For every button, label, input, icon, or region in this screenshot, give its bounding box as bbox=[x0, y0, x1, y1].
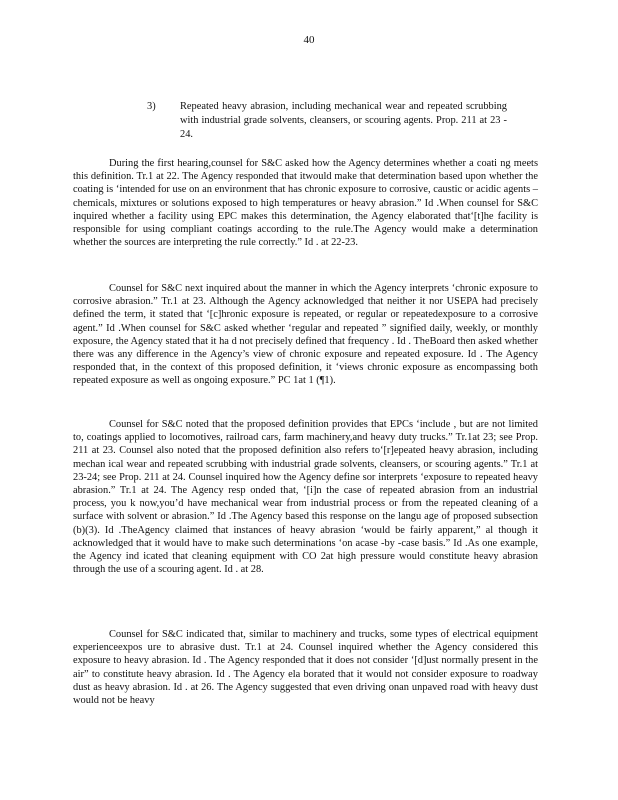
paragraph: During the first hearing,counsel for S&C asked how the Agency determines whether a coati ng meets this definition. Tr.1 at 22. The Agency responded that itwould make that determination based upon whether the coating is ‘intended for use on an environment that has chronic exposure to corrosive, caustic or acidic agents – chemicals, mixtures or solutions exposed to high temperatures or heavy abrasion.” Id .When counsel for S&C inquired whether a facility using EPC makes this determination, the Agency elaborated that‘[t]he facility is responsible for using compliant coatings according to the rule.The Agency would make a determination whether the sources are interpreting the rule correctly.” Id . at 22-23. bbox=[73, 158, 538, 249]
paragraph: Counsel for S&C indicated that, similar to machinery and trucks, some types of electrical equipment experienceexpos ure to abrasive dust. Tr.1 at 24. Counsel inquired whether the Agency considered this exposure to heavy abrasion. Id . The Agency responded that it does not consider ‘[d]ust normally present in the air” to constitute heavy abrasion. Id . The Agency ela borated that it would not consider exposure to roadway dust as heavy abrasion. Id . at 26. The Agency suggested that even driving onan unpaved road with heavy dust would not be heavy bbox=[73, 629, 538, 707]
paragraph-block-2 bbox=[73, 282, 538, 388]
paragraph: Counsel for S&C noted that the proposed definition provides that EPCs ‘include , but are not limited to, coatings applied to locomotives, railroad cars, farm machinery,and heavy duty trucks.” Tr.1at 23; see Prop. 211 at 23. Counsel also noted that the proposed definition also refers to‘[r]epeated heavy abrasion, including mechan ical wear and repeated scrubbing with industrial grade solvents, cleansers, or scouring agents.” Tr.1 at 23-24; see Prop. 211 at 24. Counsel inquired how the Agency define sor interprets ‘exposure to repeated heavy abrasion.” Tr.1 at 24. The Agency resp onded that, ‘[i]n the case of repeated abrasion from an industrial process, you k now,you’d have mechanical wear from industrial process or from the repeated cleaning of a surface with solvent or abrasion.” Id .The Agency based this response on the langu age of proposed subsection (b)(3). Id .TheAgency claimed that instances of heavy abrasion ‘would be fairly apparent,” al though it acknowledged that it would have to make such determinations ‘on acase -by -case basis.” Id .As one example, the Agency ind icated that cleaning equipment with CO 2at high pressure would constitute heavy abrasion through the use of a scouring agent. Id . at 28. bbox=[73, 419, 538, 576]
paragraph-block-1 bbox=[73, 157, 538, 249]
paragraph-block-4 bbox=[73, 628, 538, 707]
paragraph-block-3 bbox=[73, 418, 538, 576]
page-number: 40 bbox=[303, 34, 315, 46]
list-marker: 3) bbox=[147, 101, 156, 112]
list-item-text: Repeated heavy abrasion, including mechanical wear and repeated scrubbing with industrial grade solvents, cleansers, or scouring agents. Prop. 211 at 23 - 24. bbox=[180, 101, 507, 140]
paragraph: Counsel for S&C next inquired about the manner in which the Agency interprets ‘chronic exposure to corrosive abrasion.” Tr.1 at 23. Although the Agency acknowledged that neither it nor USEPA had precisely defined the term, it stated that ‘[c]hronic exposure is repeated, or regular or repeatedexposure to a corrosive agent.” Id .When counsel for S&C asked whether ‘regular and repeated ” signified daily, weekly, or monthly exposure, the Agency stated that it ha d not precisely defined that frequency . Id . TheBoard then asked whether there was any difference in the Agency’s view of chronic exposure and repeated exposure. Id . The Agency responded that, in the context of this proposed definition, it ‘views chronic exposure as encompassing both repeated exposure as well as ongoing exposure.” PC 1at 1 (¶1). bbox=[73, 283, 538, 387]
list-item bbox=[147, 100, 507, 142]
